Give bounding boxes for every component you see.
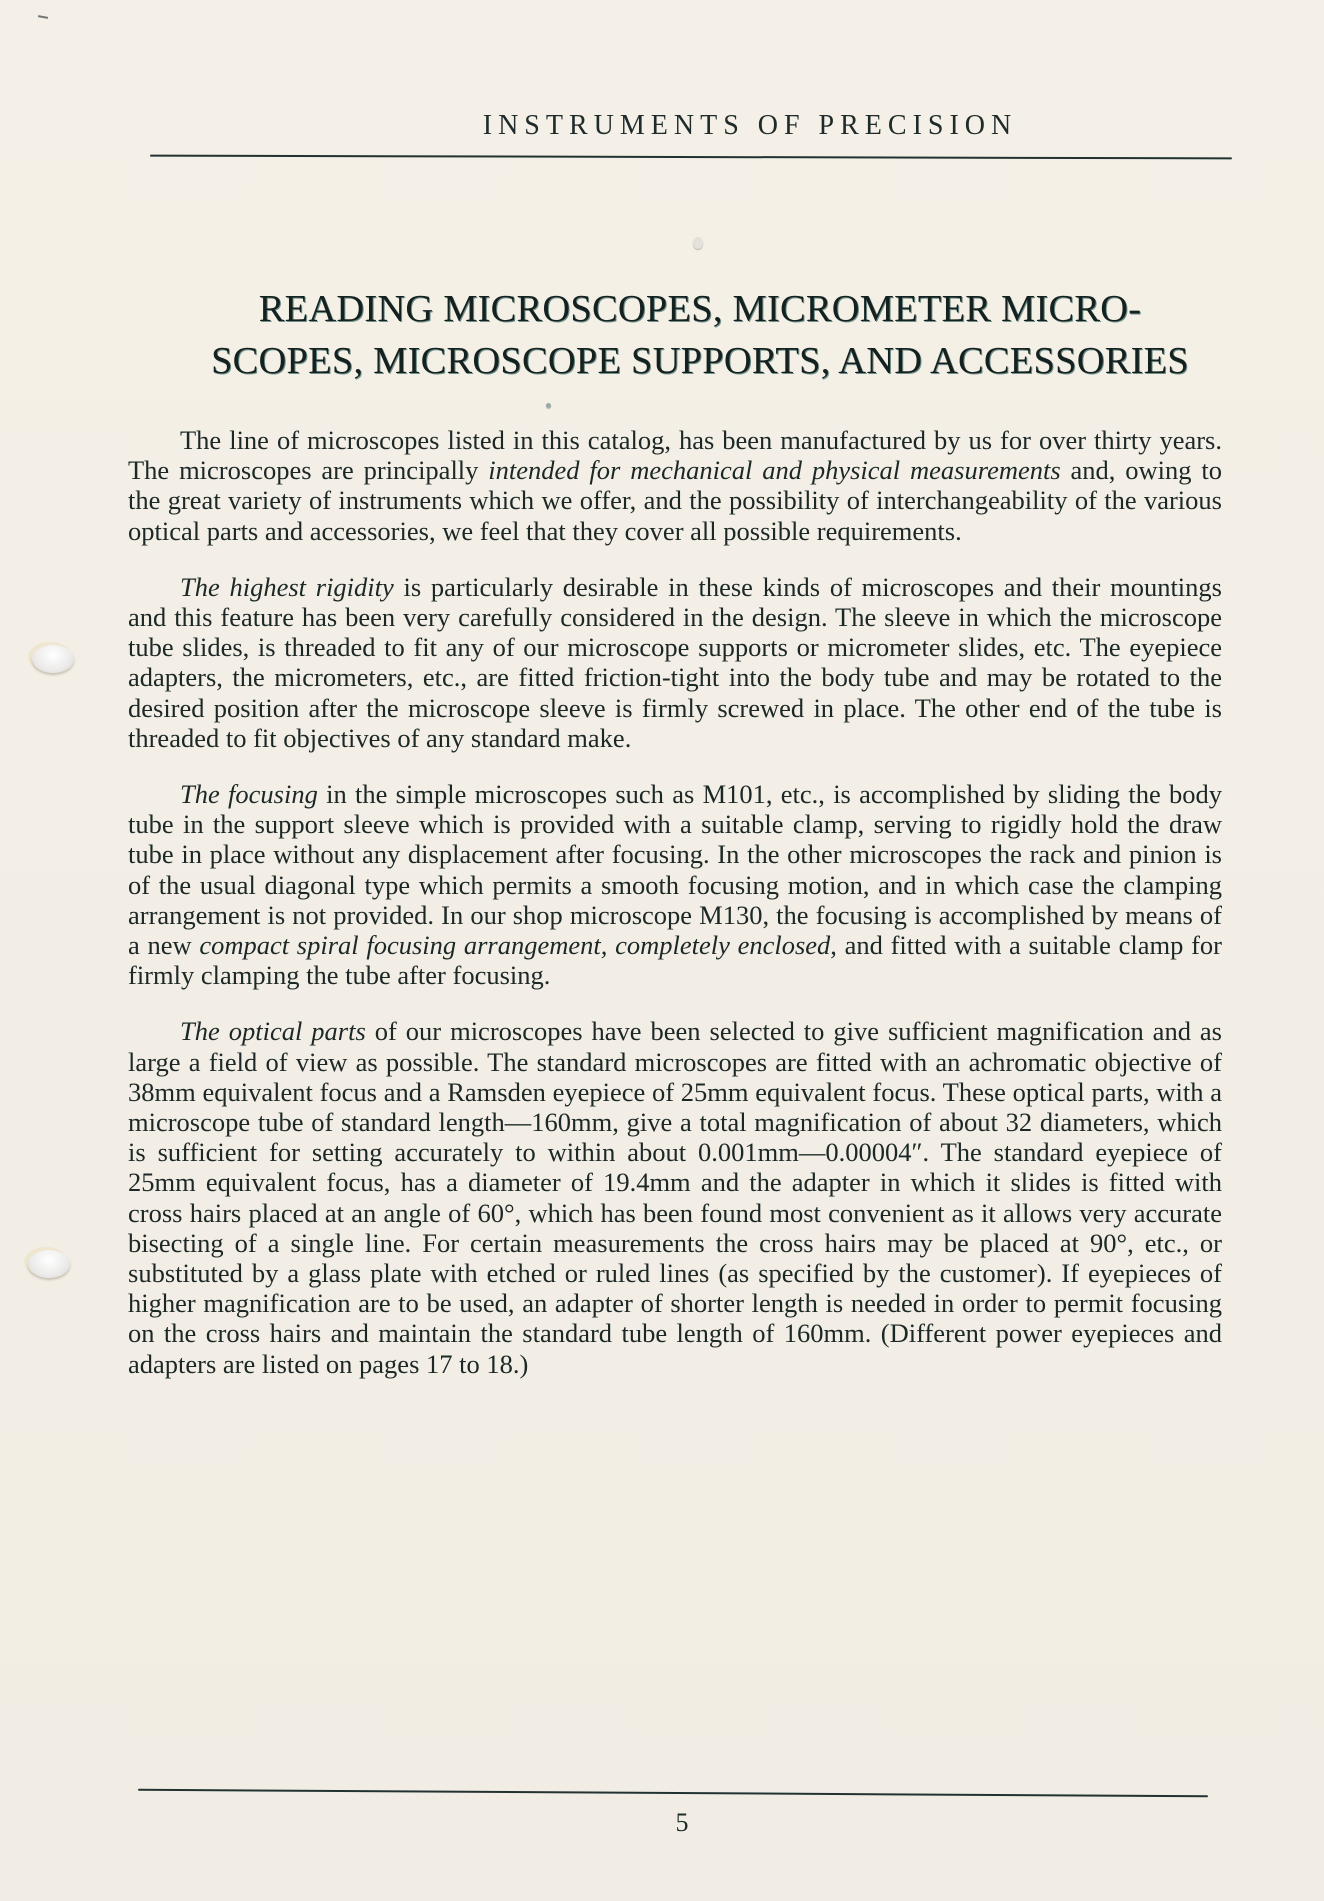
paragraph-focusing: The focusing in the simple microscopes such as M101, etc., is accomplished by sliding the body tube in the support sleeve which is provided with a suitable clamp, serving to rigidly hold the draw tube in place without any displacement after focusing. In the other microscopes the rack and pinion is of the usual diagonal type which permits a smooth focusing motion, and in which case the clamping arrangement is not provided. In our shop microscope M130, the focusing is accomplished by means of a new compact spiral focusing arrangement, completely enclosed, and fitted with a suitable clamp for firmly clamping the tube after focusing. (128, 779, 1222, 991)
section-title-line-1: READING MICROSCOPES, MICROMETER MICRO- (258, 288, 1142, 330)
emphasis: The highest rigidity (180, 571, 394, 602)
emphasis: intended for mechanical and physical measurements (488, 455, 1061, 486)
footer-rule (138, 1789, 1208, 1798)
paper-speck (693, 237, 703, 249)
emphasis: The focusing (180, 779, 318, 810)
running-head: INSTRUMENTS OF PRECISION (482, 110, 1018, 141)
body-text (128, 425, 1222, 1405)
scan-mark (38, 15, 48, 19)
emphasis: The optical parts (180, 1016, 366, 1047)
binder-hole-icon (28, 1250, 70, 1278)
section-title-line-2: SCOPES, MICROSCOPE SUPPORTS, AND ACCESSORIES (211, 340, 1189, 382)
binder-hole-icon (32, 645, 74, 673)
paragraph-optical-parts: The optical parts of our microscopes have been selected to give sufficient magnification and as large a field of view as possible. The standard microscopes are fitted with an achromatic objective of 38mm equivalent focus and a Ramsden eyepiece of 25mm equivalent focus. These optical parts, with a microscope tube of standard length—160mm, give a total magnification of about 32 diameters, which is sufficient for setting accurately to within about 0.001mm—0.00004″. The standard eyepiece of 25mm equivalent focus, has a diameter of 19.4mm and the adapter in which it slides is fitted with cross hairs placed at an angle of 60°, which has been found most convenient as it allows very accurate bisecting of a single line. For certain measurements the cross hairs may be placed at 90°, etc., or substituted by a glass plate with etched or ruled lines (as specified by the customer). If eyepieces of higher magnification are to be used, an adapter of shorter length is needed in order to permit focusing on the cross hairs and maintain the standard tube length of 160mm. (Different power eyepieces and adapters are listed on pages 17 to 18.) (128, 1016, 1222, 1379)
paper-speck (546, 403, 551, 408)
paragraph-intro: The line of microscopes listed in this catalog, has been manufactured by us for over thirty years. The microscopes are principally intended for mechanical and physical measurements and, owing to the great variety of instruments which we offer, and the possibility of interchangeability of the various optical parts and accessories, we feel that they cover all possible requirements. (128, 425, 1223, 546)
paragraph-rigidity: The highest rigidity is particularly desirable in these kinds of microscopes and their mountings and this feature has been very carefully considered in the design. The sleeve in which the microscope tube slides, is threaded to fit any of our microscope supports or micrometer slides, etc. The eyepiece adapters, the micrometers, etc., are fitted friction-tight into the body tube and may be rotated to the desired position after the microscope sleeve is firmly screwed in place. The other end of the tube is threaded to fit objectives of any standard make. (128, 571, 1222, 753)
page-number: 5 (675, 1808, 689, 1837)
header-rule (150, 155, 1232, 160)
emphasis: compact spiral focusing arrangement, completely enclosed (199, 930, 831, 961)
section-title (160, 283, 1240, 387)
